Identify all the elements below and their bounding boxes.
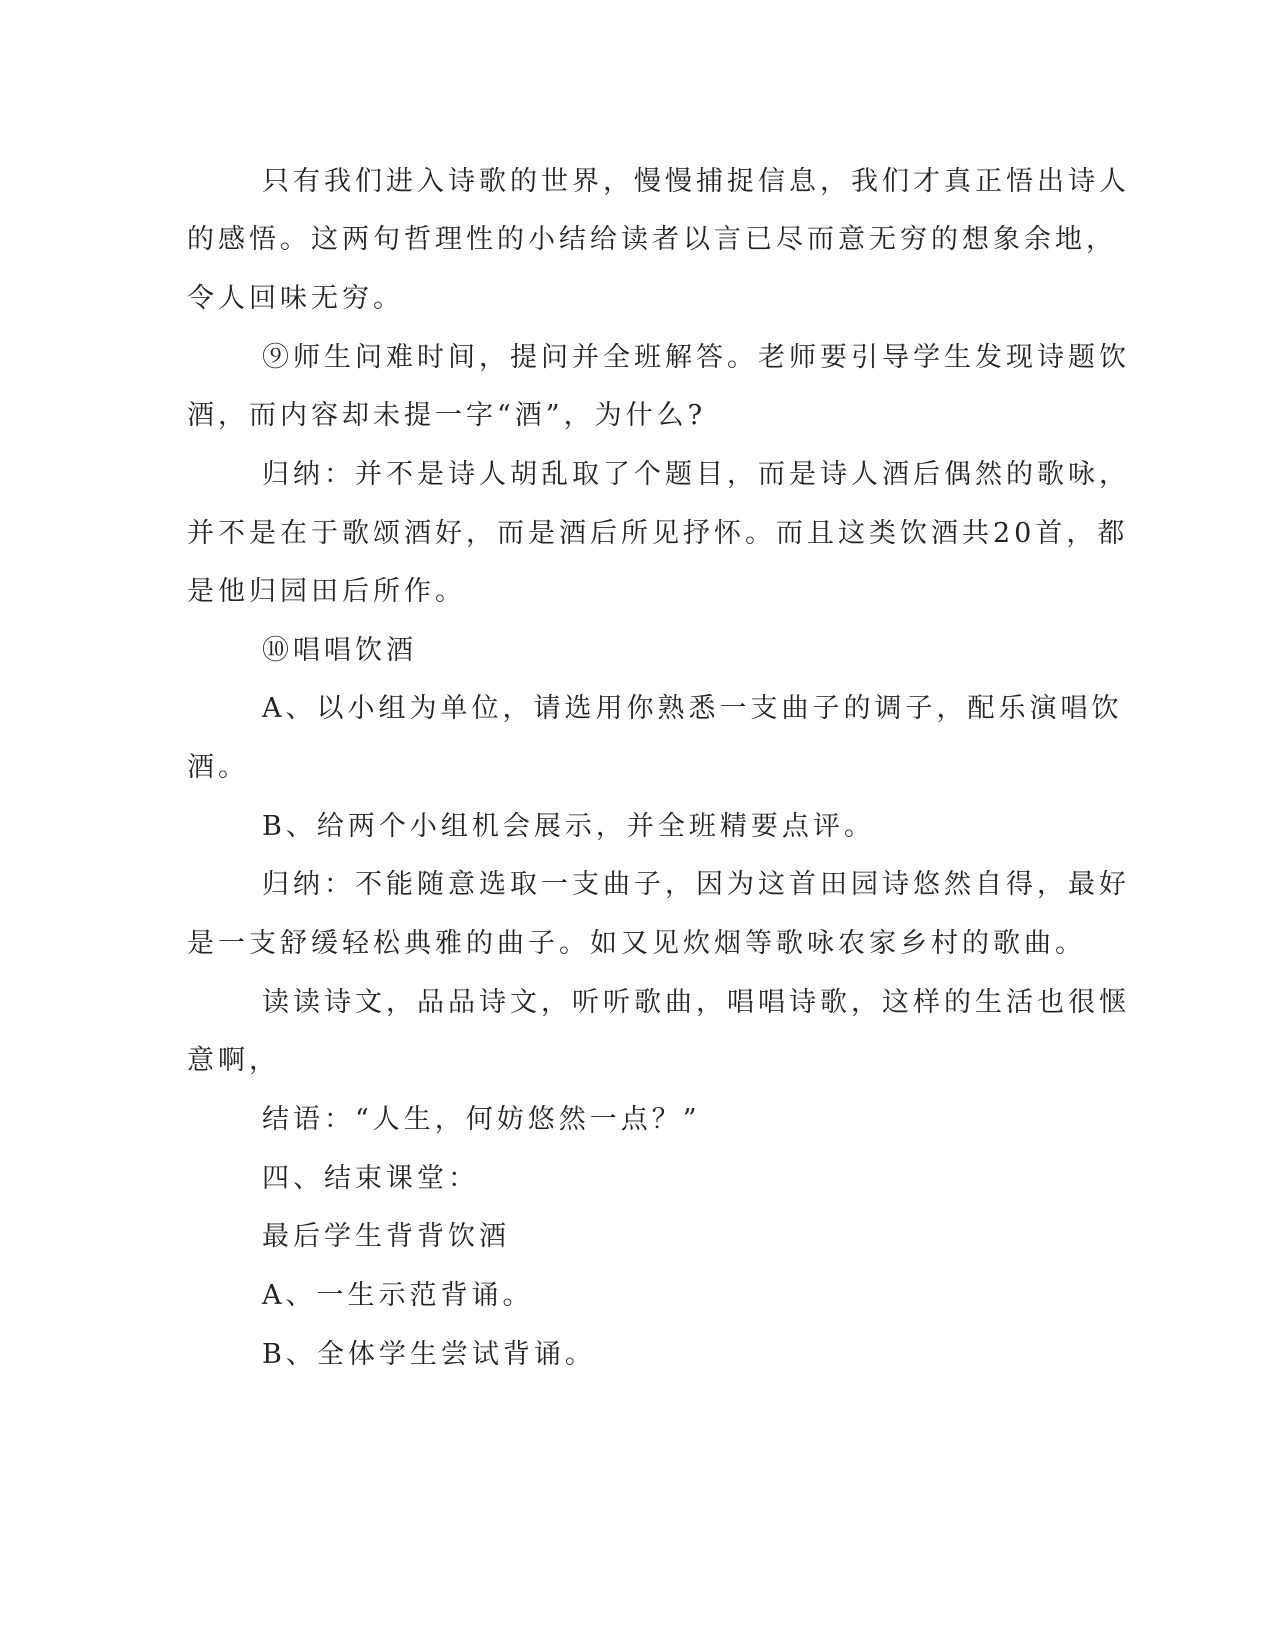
paragraph-line: A、一生示范背诵。 xyxy=(262,1280,534,1311)
paragraph-line: 的感悟。这两句哲理性的小结给读者以言已尽而意无穷的想象余地， xyxy=(187,224,1117,255)
paragraph-line: 最后学生背背饮酒 xyxy=(262,1221,510,1252)
paragraph-line: 并不是在于歌颂酒好，而是酒后所见抒怀。而且这类饮酒共20首，都 xyxy=(187,518,1129,549)
paragraph-line: 只有我们进入诗歌的世界，慢慢捕捉信息，我们才真正悟出诗人 xyxy=(262,166,1130,197)
paragraph-line: 酒，而内容却未提一字“酒”，为什么? xyxy=(187,400,707,431)
section-heading: 四、结束课堂： xyxy=(262,1163,479,1194)
paragraph-line: 令人回味无穷。 xyxy=(187,283,404,314)
paragraph-line: 意啊， xyxy=(187,1045,280,1076)
paragraph-line: ⑨师生问难时间，提问并全班解答。老师要引导学生发现诗题饮 xyxy=(262,342,1130,373)
paragraph-line: A、以小组为单位，请选用你熟悉一支曲子的调子，配乐演唱饮 xyxy=(262,693,1123,724)
paragraph-line: 归纳：并不是诗人胡乱取了个题目，而是诗人酒后偶然的歌咏， xyxy=(262,459,1130,490)
paragraph-line: B、给两个小组机会展示，并全班精要点评。 xyxy=(262,811,875,842)
paragraph-line: 酒。 xyxy=(187,752,249,783)
paragraph-line: ⑩唱唱饮酒 xyxy=(262,635,417,666)
paragraph-line: B、全体学生尝试背诵。 xyxy=(262,1339,596,1370)
paragraph-line: 读读诗文，品品诗文，听听歌曲，唱唱诗歌，这样的生活也很惬 xyxy=(262,987,1130,1018)
paragraph-line: 是他归园田后所作。 xyxy=(187,576,466,607)
paragraph-line: 结语：“人生，何妨悠然一点？” xyxy=(262,1104,701,1135)
paragraph-line: 是一支舒缓轻松典雅的曲子。如又见炊烟等歌咏农家乡村的歌曲。 xyxy=(187,928,1086,959)
paragraph-line: 归纳：不能随意选取一支曲子，因为这首田园诗悠然自得，最好 xyxy=(262,869,1130,900)
